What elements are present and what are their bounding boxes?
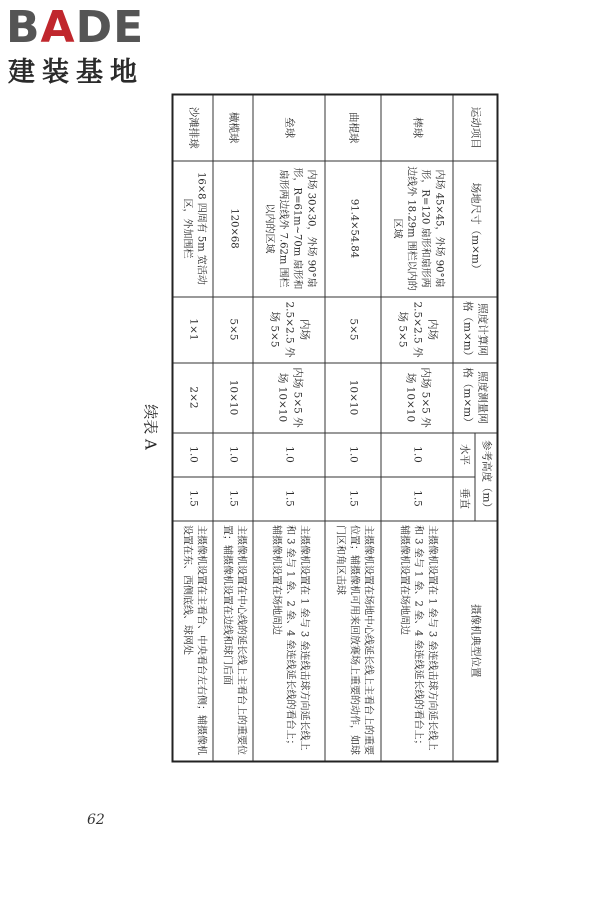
cell-sport: 橄榄球 [213, 95, 253, 161]
cell-camera-position: 主摄像机设置在主看台、中央看台左右侧；辅摄像机设置在东、西侧底线、球网处 [172, 521, 213, 762]
logo-subtitle: 建装基地 [8, 57, 144, 88]
cell-camera-position: 主摄像机设置在 1 垒与 3 垒连线击球方向延长线上和 3 垒与 1 垒、2 垒、4 垒连线延长线的看台上；辅摄像机设置在场地周边 [381, 521, 453, 762]
header-vertical: 垂直 [453, 477, 475, 521]
header-horizontal: 水平 [453, 433, 475, 477]
cell-field-size: 内场 45×45，外场 90°扇形，R=120 扇形和扇形两边线外 18.29m 围栏以内的区域 [381, 161, 453, 297]
cell-measure-grid: 10×10 [325, 363, 381, 433]
cell-camera-position: 主摄像机设置在中心线的延长线上主看台上的重要位置；辅摄像机设置在边线和球门后面 [213, 521, 253, 762]
cell-calc-grid: 内场 2.5×2.5 外场 5×5 [381, 297, 453, 363]
cell-horizontal: 1.0 [325, 433, 381, 477]
header-sport: 运动项目 [453, 95, 498, 161]
header-ref-height: 参考高度（m） [475, 433, 498, 521]
cell-vertical: 1.5 [253, 477, 325, 521]
cell-horizontal: 1.0 [213, 433, 253, 477]
cell-sport: 棒球 [381, 95, 453, 161]
cell-calc-grid: 内场 2.5×2.5 外场 5×5 [253, 297, 325, 363]
cell-vertical: 1.5 [325, 477, 381, 521]
header-camera-position: 摄像机典型位置 [453, 521, 498, 762]
cell-vertical: 1.5 [172, 477, 213, 521]
cell-measure-grid: 10×10 [213, 363, 253, 433]
table-row [325, 95, 381, 762]
cell-camera-position: 主摄像机设置在场地中心线延长线上主看台上的重要位置；辅摄像机可用来回放赛场上重要的动作，如球门区和角区击球 [325, 521, 381, 762]
cell-horizontal: 1.0 [253, 433, 325, 477]
cell-field-size: 内场 30×30，外场 90°扇形，R=61m~70m 扇形和扇形两边线外 7.62m 围栏以内的区域 [253, 161, 325, 297]
table-row [381, 95, 453, 762]
logo-wordmark: BADE [6, 2, 145, 53]
cell-camera-position: 主摄像机设置在 1 垒与 3 垒连线击球方向延长线上和 3 垒与 1 垒、2 垒、4 垒连线延长线的看台上；辅摄像机设置在场地周边 [253, 521, 325, 762]
cell-sport: 沙滩排球 [172, 95, 213, 161]
header-calc-grid: 照度计算网格（m×m） [453, 297, 498, 363]
cell-vertical: 1.5 [213, 477, 253, 521]
cell-field-size: 91.4×54.84 [325, 161, 381, 297]
table-caption: 续表 A [141, 404, 159, 450]
cell-sport: 曲棍球 [325, 95, 381, 161]
cell-measure-grid: 内场 5×5 外场 10×10 [253, 363, 325, 433]
cell-calc-grid: 5×5 [213, 297, 253, 363]
cell-vertical: 1.5 [381, 477, 453, 521]
cell-sport: 垒球 [253, 95, 325, 161]
table-row [253, 95, 325, 762]
cell-measure-grid: 内场 5×5 外场 10×10 [381, 363, 453, 433]
page-number: 62 [87, 812, 105, 828]
header-field-size: 场地尺寸（m×m） [453, 161, 498, 297]
lighting-reference-table [171, 94, 498, 763]
cell-calc-grid: 5×5 [325, 297, 381, 363]
cell-horizontal: 1.0 [172, 433, 213, 477]
cell-calc-grid: 1×1 [172, 297, 213, 363]
cell-measure-grid: 2×2 [172, 363, 213, 433]
cell-field-size: 120×68 [213, 161, 253, 297]
cell-field-size: 16×8 四周有 5m 宽活动区，外加围栏 [172, 161, 213, 297]
rotated-table-page [100, 94, 498, 761]
header-measure-grid: 照度测量网格（m×m） [453, 363, 498, 433]
cell-horizontal: 1.0 [381, 433, 453, 477]
table-row [172, 95, 213, 762]
logo [6, 2, 176, 92]
table-row [213, 95, 253, 762]
